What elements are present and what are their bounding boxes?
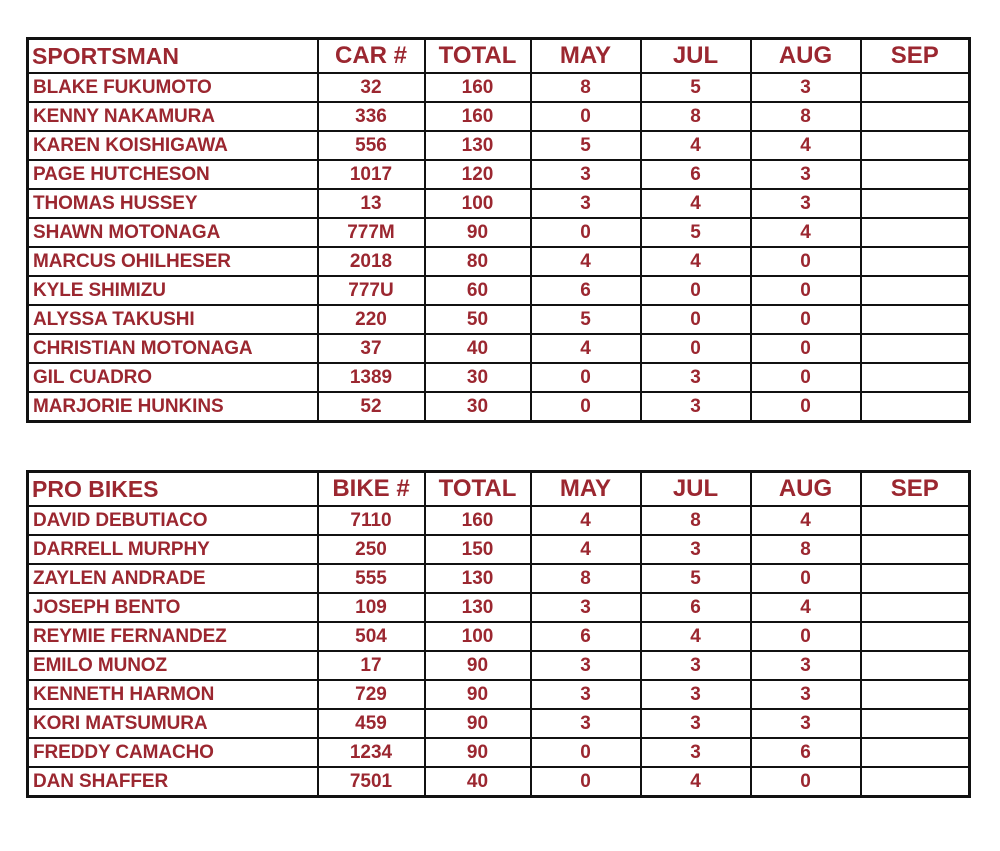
table-row xyxy=(28,767,970,797)
total-points: 90 xyxy=(425,218,531,247)
entry-number: 1389 xyxy=(318,363,425,392)
entry-number: 13 xyxy=(318,189,425,218)
jul-points: 4 xyxy=(641,131,751,160)
may-points: 3 xyxy=(531,709,641,738)
sep-points xyxy=(861,247,970,276)
entry-number: 220 xyxy=(318,305,425,334)
may-points: 4 xyxy=(531,506,641,535)
entry-number: 1017 xyxy=(318,160,425,189)
header-sep: SEP xyxy=(861,39,970,74)
table-row xyxy=(28,680,970,709)
entry-number: 555 xyxy=(318,564,425,593)
jul-points: 3 xyxy=(641,392,751,422)
sep-points xyxy=(861,276,970,305)
table-row xyxy=(28,73,970,102)
header-aug: AUG xyxy=(751,472,861,507)
sep-points xyxy=(861,102,970,131)
header-aug: AUG xyxy=(751,39,861,74)
sep-points xyxy=(861,363,970,392)
jul-points: 5 xyxy=(641,564,751,593)
total-points: 60 xyxy=(425,276,531,305)
jul-points: 3 xyxy=(641,651,751,680)
aug-points: 4 xyxy=(751,131,861,160)
entry-number: 556 xyxy=(318,131,425,160)
header-class-name: SPORTSMAN xyxy=(28,39,318,74)
may-points: 4 xyxy=(531,247,641,276)
total-points: 50 xyxy=(425,305,531,334)
may-points: 5 xyxy=(531,131,641,160)
sep-points xyxy=(861,738,970,767)
entry-number: 52 xyxy=(318,392,425,422)
total-points: 150 xyxy=(425,535,531,564)
jul-points: 3 xyxy=(641,680,751,709)
entry-number: 1234 xyxy=(318,738,425,767)
table-header-row xyxy=(28,472,970,507)
may-points: 4 xyxy=(531,535,641,564)
may-points: 8 xyxy=(531,73,641,102)
entry-number: 32 xyxy=(318,73,425,102)
table-row xyxy=(28,738,970,767)
sep-points xyxy=(861,535,970,564)
entry-number: 17 xyxy=(318,651,425,680)
entry-number: 777U xyxy=(318,276,425,305)
aug-points: 0 xyxy=(751,334,861,363)
total-points: 160 xyxy=(425,506,531,535)
table-row xyxy=(28,363,970,392)
jul-points: 6 xyxy=(641,593,751,622)
entry-number: 2018 xyxy=(318,247,425,276)
header-may: MAY xyxy=(531,472,641,507)
may-points: 8 xyxy=(531,564,641,593)
total-points: 130 xyxy=(425,564,531,593)
table-row xyxy=(28,160,970,189)
entry-number: 37 xyxy=(318,334,425,363)
may-points: 6 xyxy=(531,276,641,305)
aug-points: 4 xyxy=(751,506,861,535)
pro-bikes-standings-table xyxy=(26,470,971,798)
sep-points xyxy=(861,305,970,334)
aug-points: 3 xyxy=(751,73,861,102)
aug-points: 3 xyxy=(751,189,861,218)
aug-points: 8 xyxy=(751,102,861,131)
driver-name: KYLE SHIMIZU xyxy=(28,276,318,305)
aug-points: 0 xyxy=(751,392,861,422)
aug-points: 6 xyxy=(751,738,861,767)
sep-points xyxy=(861,334,970,363)
table-row xyxy=(28,218,970,247)
aug-points: 0 xyxy=(751,247,861,276)
may-points: 0 xyxy=(531,767,641,797)
aug-points: 3 xyxy=(751,709,861,738)
header-car-number: CAR # xyxy=(318,39,425,74)
table-row xyxy=(28,564,970,593)
total-points: 100 xyxy=(425,622,531,651)
sep-points xyxy=(861,651,970,680)
sep-points xyxy=(861,218,970,247)
driver-name: DAN SHAFFER xyxy=(28,767,318,797)
driver-name: ZAYLEN ANDRADE xyxy=(28,564,318,593)
total-points: 130 xyxy=(425,131,531,160)
sep-points xyxy=(861,160,970,189)
may-points: 3 xyxy=(531,680,641,709)
may-points: 5 xyxy=(531,305,641,334)
driver-name: PAGE HUTCHESON xyxy=(28,160,318,189)
header-total: TOTAL xyxy=(425,39,531,74)
jul-points: 5 xyxy=(641,218,751,247)
total-points: 160 xyxy=(425,102,531,131)
table-row xyxy=(28,189,970,218)
sep-points xyxy=(861,622,970,651)
jul-points: 3 xyxy=(641,709,751,738)
may-points: 3 xyxy=(531,593,641,622)
total-points: 30 xyxy=(425,363,531,392)
header-may: MAY xyxy=(531,39,641,74)
table-row xyxy=(28,131,970,160)
may-points: 4 xyxy=(531,334,641,363)
driver-name: MARCUS OHILHESER xyxy=(28,247,318,276)
aug-points: 4 xyxy=(751,593,861,622)
jul-points: 0 xyxy=(641,276,751,305)
may-points: 3 xyxy=(531,160,641,189)
may-points: 6 xyxy=(531,622,641,651)
driver-name: DARRELL MURPHY xyxy=(28,535,318,564)
driver-name: KENNY NAKAMURA xyxy=(28,102,318,131)
entry-number: 336 xyxy=(318,102,425,131)
jul-points: 0 xyxy=(641,334,751,363)
entry-number: 729 xyxy=(318,680,425,709)
table-row xyxy=(28,276,970,305)
driver-name: GIL CUADRO xyxy=(28,363,318,392)
header-jul: JUL xyxy=(641,39,751,74)
entry-number: 250 xyxy=(318,535,425,564)
jul-points: 5 xyxy=(641,73,751,102)
driver-name: SHAWN MOTONAGA xyxy=(28,218,318,247)
total-points: 90 xyxy=(425,709,531,738)
jul-points: 3 xyxy=(641,738,751,767)
aug-points: 3 xyxy=(751,651,861,680)
may-points: 0 xyxy=(531,392,641,422)
aug-points: 3 xyxy=(751,680,861,709)
total-points: 40 xyxy=(425,334,531,363)
sep-points xyxy=(861,73,970,102)
table-row xyxy=(28,334,970,363)
sep-points xyxy=(861,709,970,738)
may-points: 0 xyxy=(531,363,641,392)
total-points: 40 xyxy=(425,767,531,797)
header-sep: SEP xyxy=(861,472,970,507)
driver-name: REYMIE FERNANDEZ xyxy=(28,622,318,651)
sep-points xyxy=(861,564,970,593)
driver-name: KORI MATSUMURA xyxy=(28,709,318,738)
jul-points: 8 xyxy=(641,102,751,131)
entry-number: 459 xyxy=(318,709,425,738)
table-row xyxy=(28,709,970,738)
entry-number: 7110 xyxy=(318,506,425,535)
sep-points xyxy=(861,392,970,422)
sep-points xyxy=(861,767,970,797)
aug-points: 4 xyxy=(751,218,861,247)
sep-points xyxy=(861,506,970,535)
driver-name: BLAKE FUKUMOTO xyxy=(28,73,318,102)
jul-points: 4 xyxy=(641,767,751,797)
table-row xyxy=(28,247,970,276)
entry-number: 7501 xyxy=(318,767,425,797)
total-points: 100 xyxy=(425,189,531,218)
aug-points: 3 xyxy=(751,160,861,189)
table-row xyxy=(28,593,970,622)
table-row xyxy=(28,102,970,131)
total-points: 130 xyxy=(425,593,531,622)
driver-name: ALYSSA TAKUSHI xyxy=(28,305,318,334)
table-header-row xyxy=(28,39,970,74)
table-row xyxy=(28,535,970,564)
jul-points: 3 xyxy=(641,535,751,564)
total-points: 30 xyxy=(425,392,531,422)
sep-points xyxy=(861,189,970,218)
aug-points: 8 xyxy=(751,535,861,564)
driver-name: THOMAS HUSSEY xyxy=(28,189,318,218)
entry-number: 504 xyxy=(318,622,425,651)
jul-points: 4 xyxy=(641,247,751,276)
jul-points: 6 xyxy=(641,160,751,189)
entry-number: 777M xyxy=(318,218,425,247)
jul-points: 3 xyxy=(641,363,751,392)
may-points: 3 xyxy=(531,651,641,680)
aug-points: 0 xyxy=(751,276,861,305)
total-points: 80 xyxy=(425,247,531,276)
aug-points: 0 xyxy=(751,305,861,334)
aug-points: 0 xyxy=(751,622,861,651)
may-points: 0 xyxy=(531,738,641,767)
driver-name: KENNETH HARMON xyxy=(28,680,318,709)
driver-name: KAREN KOISHIGAWA xyxy=(28,131,318,160)
driver-name: FREDDY CAMACHO xyxy=(28,738,318,767)
total-points: 160 xyxy=(425,73,531,102)
driver-name: JOSEPH BENTO xyxy=(28,593,318,622)
table-row xyxy=(28,622,970,651)
may-points: 3 xyxy=(531,189,641,218)
total-points: 90 xyxy=(425,680,531,709)
jul-points: 8 xyxy=(641,506,751,535)
sportsman-standings-table xyxy=(26,37,971,423)
header-jul: JUL xyxy=(641,472,751,507)
may-points: 0 xyxy=(531,218,641,247)
sep-points xyxy=(861,680,970,709)
total-points: 120 xyxy=(425,160,531,189)
jul-points: 4 xyxy=(641,189,751,218)
aug-points: 0 xyxy=(751,564,861,593)
table-row xyxy=(28,651,970,680)
aug-points: 0 xyxy=(751,767,861,797)
driver-name: CHRISTIAN MOTONAGA xyxy=(28,334,318,363)
total-points: 90 xyxy=(425,651,531,680)
may-points: 0 xyxy=(531,102,641,131)
driver-name: EMILO MUNOZ xyxy=(28,651,318,680)
driver-name: DAVID DEBUTIACO xyxy=(28,506,318,535)
total-points: 90 xyxy=(425,738,531,767)
header-class-name: PRO BIKES xyxy=(28,472,318,507)
header-bike-number: BIKE # xyxy=(318,472,425,507)
table-row xyxy=(28,506,970,535)
jul-points: 4 xyxy=(641,622,751,651)
table-row xyxy=(28,392,970,422)
driver-name: MARJORIE HUNKINS xyxy=(28,392,318,422)
sep-points xyxy=(861,593,970,622)
sep-points xyxy=(861,131,970,160)
header-total: TOTAL xyxy=(425,472,531,507)
jul-points: 0 xyxy=(641,305,751,334)
table-row xyxy=(28,305,970,334)
entry-number: 109 xyxy=(318,593,425,622)
aug-points: 0 xyxy=(751,363,861,392)
